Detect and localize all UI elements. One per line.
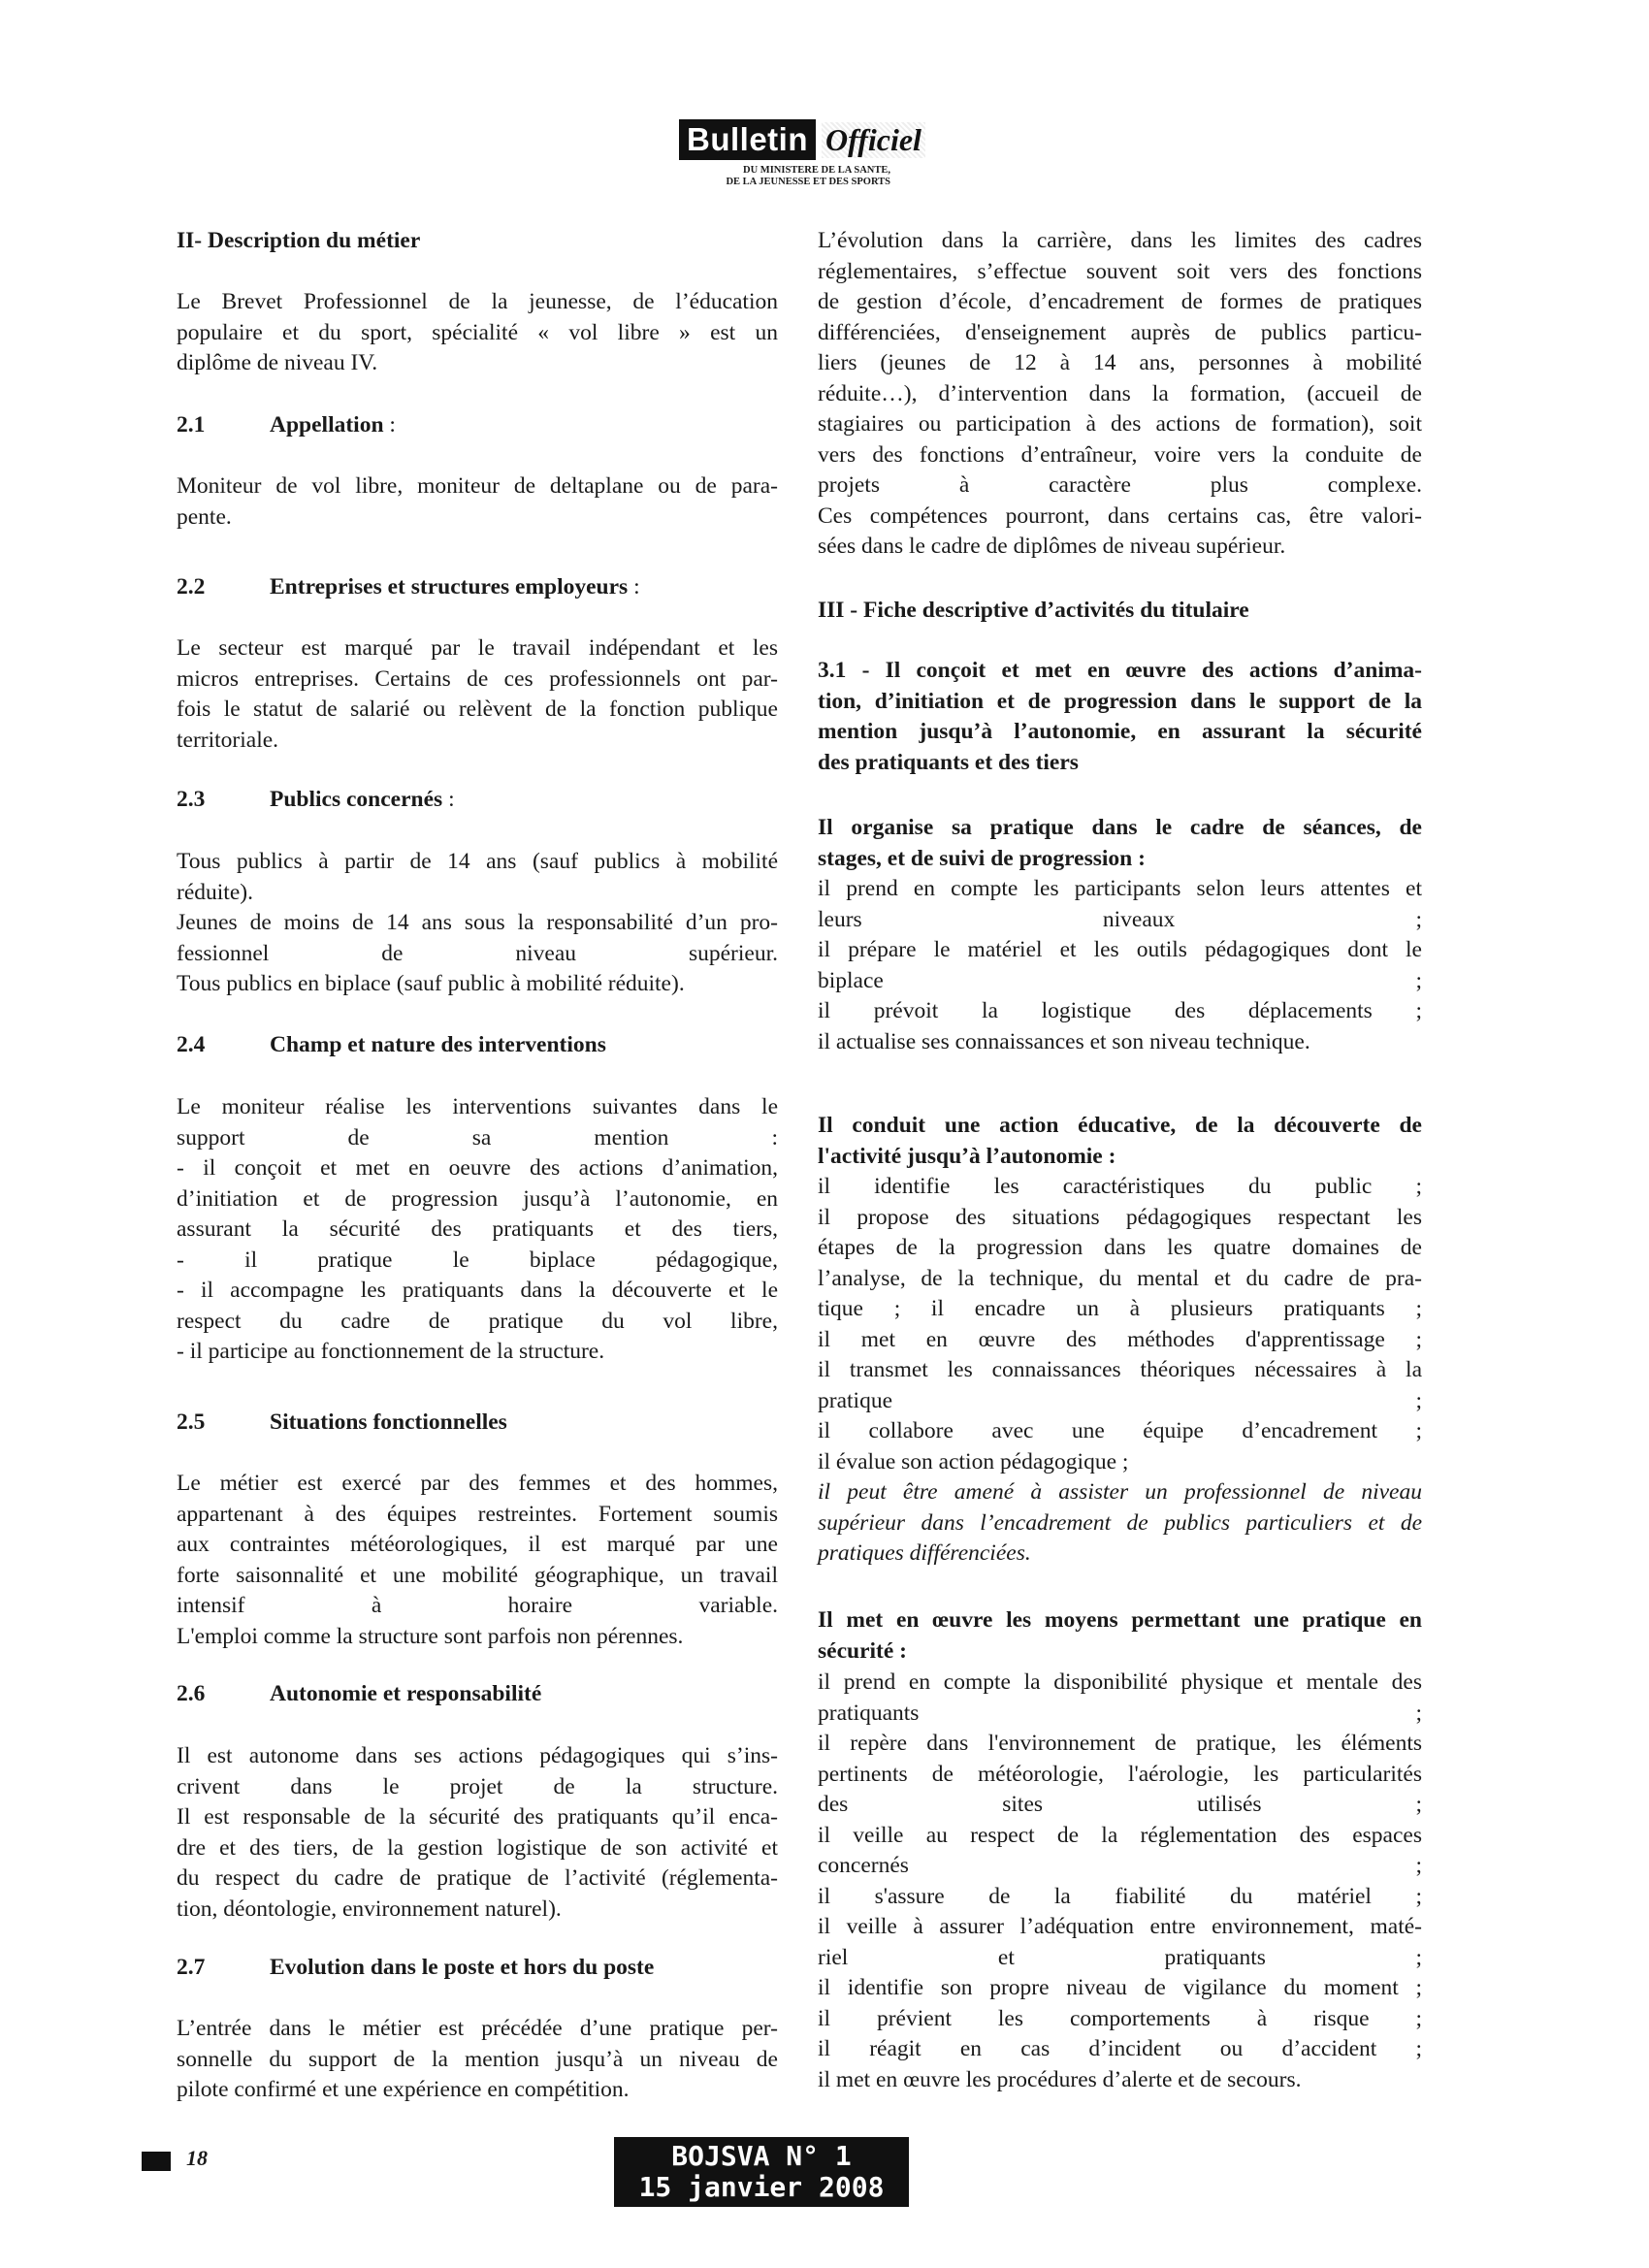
text-line: Jeunes de moins de 14 ans sous la responsabilité d’un pro- <box>177 910 778 935</box>
masthead-officiel: Officiel <box>822 122 925 158</box>
text-line: Le métier est exercé par des femmes et des hommes, <box>177 1471 778 1496</box>
masthead <box>679 118 931 206</box>
footer-square-marker <box>142 2152 171 2171</box>
text-line: tique ; il encadre un à plusieurs pratiquants ; <box>818 1296 1422 1321</box>
text-line: Moniteur de vol libre, moniteur de deltaplane ou de para- <box>177 473 778 499</box>
text-line: Il est autonome dans ses actions pédagogiques qui s’ins- <box>177 1743 778 1768</box>
educative-paragraph <box>818 1172 1422 1477</box>
text-line: assurant la sécurité des pratiquants et des tiers, <box>177 1216 778 1242</box>
text-line: des pratiquants et des tiers <box>818 749 1079 775</box>
text-line: il identifie les caractéristiques du public ; <box>818 1174 1422 1199</box>
heading-3-1 <box>818 656 1422 778</box>
heading-2-1: 2.1 Appellation : <box>177 412 396 437</box>
footer-date: 15 janvier 2008 <box>638 2171 885 2203</box>
text-line: pente. <box>177 503 232 530</box>
text-line: Tous publics en biplace (sauf public à mobilité réduite). <box>177 971 685 996</box>
text-line: il actualise ses connaissances et son niveau technique. <box>818 1028 1310 1054</box>
text-line: différenciées, d'enseignement auprès de publics particu- <box>818 319 1422 345</box>
text-line: Il met en œuvre les moyens permettant une pratique en <box>818 1607 1422 1633</box>
text-line: - il accompagne les pratiquants dans la découverte et le <box>177 1278 778 1303</box>
text-line: Le Brevet Professionnel de la jeunesse, de l’éducation <box>177 289 778 314</box>
text-line: il met en œuvre des méthodes d'apprentissage ; <box>818 1326 1422 1352</box>
text-line: il prend en compte les participants selon leurs attentes et <box>818 876 1422 901</box>
text-line: il prévoit la logistique des déplacements ; <box>818 998 1422 1023</box>
text-line: fessionnel de niveau supérieur. <box>177 940 778 966</box>
text-line: - il conçoit et met en oeuvre des actions d’animation, <box>177 1155 778 1181</box>
text-line: L'emploi comme la structure sont parfois non pérennes. <box>177 1623 684 1649</box>
text-line: support de sa mention : <box>177 1124 778 1150</box>
text-line: il repère dans l'environnement de pratique, les éléments <box>818 1731 1422 1756</box>
text-line: sées dans le cadre de diplômes de niveau supérieur. <box>818 534 1286 559</box>
text-line: appartenant à des équipes restreintes. Fortement soumis <box>177 1501 778 1527</box>
text-line: tion, déontologie, environnement naturel). <box>177 1895 562 1922</box>
text-line: 3.1 - Il conçoit et met en œuvre des actions d’anima- <box>818 658 1422 683</box>
paragraph-2-3 <box>177 847 778 1000</box>
masthead-subtitle <box>679 165 931 188</box>
page-number: 18 <box>186 2146 208 2170</box>
text-line: - il participe au fonctionnement de la structure. <box>177 1339 605 1364</box>
text-line: Tous publics à partir de 14 ans (sauf publics à mobilité <box>177 849 778 874</box>
text-line: crivent dans le projet de la structure. <box>177 1773 778 1799</box>
text-line: aux contraintes météorologiques, il est marqué par une <box>177 1532 778 1557</box>
text-line: il veille à assurer l’adéquation entre environnement, maté- <box>818 1914 1422 1939</box>
text-line: il met en œuvre les procédures d’alerte et de secours. <box>818 2066 1302 2092</box>
paragraph-2-1 <box>177 471 778 533</box>
footer-issue: BOJSVA N° 1 <box>671 2140 852 2172</box>
heading-2-6: 2.6 Autonomie et responsabilité <box>177 1681 542 1706</box>
section-2-heading: II- Description du métier <box>177 228 421 253</box>
text-line: mention jusqu’à l’autonomie, en assurant la sécurité <box>818 719 1422 744</box>
text-line: Le secteur est marqué par le travail indépendant et les <box>177 635 778 661</box>
text-line: stagiaires ou participation à des actions de formation), soit <box>818 411 1422 437</box>
text-line: micros entreprises. Certains de ces professionnels ont par- <box>177 665 778 692</box>
masthead-logo <box>679 118 931 161</box>
text-line: supérieur dans l’encadrement de publics particuliers et de <box>818 1509 1422 1536</box>
text-line: des sites utilisés ; <box>818 1792 1422 1817</box>
paragraph-2-4 <box>177 1092 778 1368</box>
text-line: il réagit en cas d’incident ou d’accident ; <box>818 2036 1422 2061</box>
text-line: stages, et de suivi de progression : <box>818 845 1146 871</box>
text-line: du respect du cadre de pratique de l’activité (réglementa- <box>177 1865 778 1891</box>
text-line: Il conduit une action éducative, de la découverte de <box>818 1113 1422 1138</box>
text-line: réduite…), d’intervention dans la formation, (accueil de <box>818 380 1422 406</box>
text-line: sécurité : <box>818 1637 907 1664</box>
text-line: il s'assure de la fiabilité du matériel ; <box>818 1883 1422 1909</box>
text-line: l'activité jusqu’à l’autonomie : <box>818 1143 1116 1169</box>
text-line: d’initiation et de progression jusqu’à l’autonomie, en <box>177 1185 778 1212</box>
text-line: forte saisonnalité et une mobilité géographique, un travail <box>177 1562 778 1588</box>
heading-2-3: 2.3 Publics concernés : <box>177 787 455 812</box>
text-line: - il pratique le biplace pédagogique, <box>177 1247 778 1273</box>
heading-2-2: 2.2 Entreprises et structures employeurs : <box>177 574 640 599</box>
text-line: il propose des situations pédagogiques respectant les <box>818 1204 1422 1230</box>
text-line: sonnelle du support de la mention jusqu’à un niveau de <box>177 2046 778 2072</box>
text-line: il prévient les comportements à risque ; <box>818 2005 1422 2031</box>
text-line: de gestion d’école, d’encadrement de formes de pratiques <box>818 289 1422 314</box>
educative-heading <box>818 1111 1422 1172</box>
paragraph-2-2 <box>177 633 778 756</box>
text-line: pratiquants ; <box>818 1700 1422 1726</box>
text-line: dre et des tiers, de la gestion logistique de son activité et <box>177 1834 778 1861</box>
text-line: territoriale. <box>177 727 279 753</box>
heading-2-7: 2.7 Evolution dans le poste et hors du poste <box>177 1955 655 1980</box>
organise-paragraph <box>818 874 1422 1057</box>
text-line: il évalue son action pédagogique ; <box>818 1448 1129 1474</box>
masthead-subtitle-line: DU MINISTERE DE LA SANTE, <box>743 165 890 176</box>
paragraph-2-6 <box>177 1741 778 1925</box>
paragraph-2-5 <box>177 1469 778 1652</box>
text-line: Le moniteur réalise les interventions suivantes dans le <box>177 1094 778 1119</box>
text-line: Ces compétences pourront, dans certains cas, être valori- <box>818 502 1422 529</box>
text-line: L’entrée dans le métier est précédée d’une pratique per- <box>177 2016 778 2041</box>
text-line: il prend en compte la disponibilité physique et mentale des <box>818 1669 1422 1695</box>
text-line: il identifie son propre niveau de vigilance du moment ; <box>818 1975 1422 2000</box>
text-line: étapes de la progression dans les quatre domaines de <box>818 1235 1422 1260</box>
text-line: Il organise sa pratique dans le cadre de séances, de <box>818 815 1422 840</box>
evolution-paragraph <box>818 226 1422 563</box>
text-line: respect du cadre de pratique du vol libre, <box>177 1308 778 1334</box>
text-line: concernés ; <box>818 1853 1422 1878</box>
organise-heading <box>818 813 1422 874</box>
text-line: intensif à horaire variable. <box>177 1593 778 1618</box>
text-line: liers (jeunes de 12 à 14 ans, personnes à mobilité <box>818 350 1422 375</box>
educative-italic-note <box>818 1477 1422 1570</box>
heading-2-4: 2.4 Champ et nature des interventions <box>177 1032 606 1057</box>
heading-2-5: 2.5 Situations fonctionnelles <box>177 1409 507 1435</box>
text-line: populaire et du sport, spécialité « vol libre » est un <box>177 319 778 345</box>
masthead-subtitle-line: DE LA JEUNESSE ET DES SPORTS <box>726 177 890 187</box>
text-line: tion, d’initiation et de progression dans le support de la <box>818 688 1422 714</box>
text-line: il veille au respect de la réglementation des espaces <box>818 1822 1422 1848</box>
text-line: réglementaires, s’effectue souvent soit vers des fonctions <box>818 258 1422 284</box>
text-line: vers des fonctions d’entraîneur, voire vers la conduite de <box>818 441 1422 468</box>
text-line: biplace ; <box>818 967 1422 993</box>
text-line: Il est responsable de la sécurité des pratiquants qu’il enca- <box>177 1804 778 1830</box>
text-line: il peut être amené à assister un professionnel de niveau <box>818 1479 1422 1505</box>
text-line: projets à caractère plus complexe. <box>818 472 1422 498</box>
text-line: réduite). <box>177 879 253 905</box>
text-line: il transmet les connaissances théoriques nécessaires à la <box>818 1357 1422 1382</box>
text-line: leurs niveaux ; <box>818 906 1422 932</box>
text-line: L’évolution dans la carrière, dans les limites des cadres <box>818 228 1422 253</box>
section-3-heading: III - Fiche descriptive d’activités du titulaire <box>818 598 1249 623</box>
intro-paragraph <box>177 287 778 379</box>
text-line: pilote confirmé et une expérience en compétition. <box>177 2077 630 2102</box>
text-line: diplôme de niveau IV. <box>177 350 378 375</box>
text-line: fois le statut de salarié ou relèvent de la fonction publique <box>177 697 778 722</box>
text-line: riel et pratiquants ; <box>818 1944 1422 1970</box>
text-line: il collabore avec une équipe d’encadrement ; <box>818 1418 1422 1443</box>
text-line: pertinents de météorologie, l'aérologie, les particularités <box>818 1761 1422 1787</box>
text-line: l’analyse, de la technique, du mental et du cadre de pra- <box>818 1265 1422 1291</box>
securite-paragraph <box>818 1668 1422 2095</box>
text-line: il prépare le matériel et les outils pédagogiques dont le <box>818 937 1422 962</box>
footer-issue-box <box>614 2137 909 2207</box>
masthead-bulletin: Bulletin <box>679 119 816 160</box>
text-line: pratiques différenciées. <box>818 1540 1031 1566</box>
securite-heading <box>818 1605 1422 1667</box>
paragraph-2-7 <box>177 2014 778 2106</box>
text-line: pratique ; <box>818 1387 1422 1413</box>
